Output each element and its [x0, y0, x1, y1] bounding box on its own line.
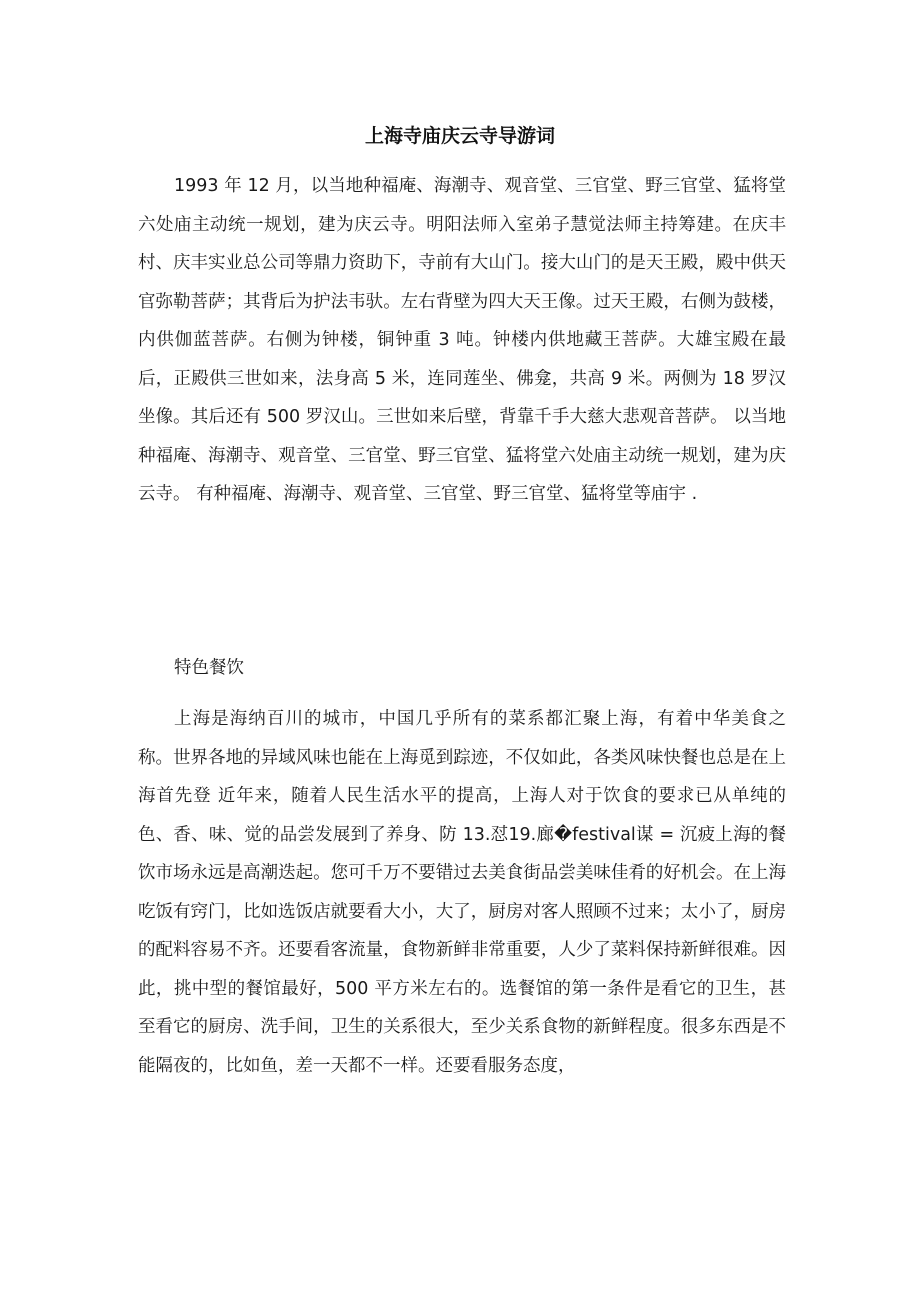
section-heading-cuisine: 特色餐饮	[174, 658, 244, 678]
paragraph-cuisine: 上海是海纳百川的城市，中国几乎所有的菜系都汇聚上海，有着中华美食之称。世界各地的异域风味也能在上海觅到踪迹，不仅如此，各类风味快餐也总是在上海首先登 近年来，随着人民生活水平的提高，上海人对于饮食的要求已从单纯的色、香、味、觉的品尝发展到了养身、防 13.怼19.廊�festival谋 = 沉疲上海的餐饮市场永远是高潮迭起。您可千万不要错过去美食街品尝美味佳肴的好机会。在上海吃饭有窍门，比如选饭店就要看大小，大了，厨房对客人照顾不过来；太小了，厨房的配料容易不齐。还要看客流量，食物新鲜非常重要，人少了菜料保持新鲜很难。因此，挑中型的餐馆最好，500 平方米左右的。选餐馆的第一条件是看它的卫生，甚至看它的厨房、洗手间，卫生的关系很大，至少关系食物的新鲜程度。很多东西是不能隔夜的，比如鱼，差一天都不一样。还要看服务态度，	[138, 709, 786, 1076]
paragraph-temple-history: 1993 年 12 月，以当地种福庵、海潮寺、观音堂、三官堂、野三官堂、猛将堂六处庙主动统一规划，建为庆云寺。明阳法师入室弟子慧觉法师主持筹建。在庆丰村、庆丰实业总公司等鼎力资助下，寺前有大山门。接大山门的是天王殿，殿中供天官弥勒菩萨；其背后为护法韦驮。左右背壁为四大天王像。过天王殿，右侧为鼓楼，内供伽蓝菩萨。右侧为钟楼，铜钟重 3 吨。钟楼内供地藏王菩萨。大雄宝殿在最后，正殿供三世如来，法身高 5 米，连同莲坐、佛龛，共高 9 米。两侧为 18 罗汉坐像。其后还有 500 罗汉山。三世如来后壁，背靠千手大慈大悲观音菩萨。 以当地种福庵、海潮寺、观音堂、三官堂、野三官堂、猛将堂六处庙主动统一规划，建为庆云寺。 有种福庵、海潮寺、观音堂、三官堂、野三官堂、猛将堂等庙宇 .	[138, 176, 786, 504]
document-title: 上海寺庙庆云寺导游词	[364, 125, 555, 147]
